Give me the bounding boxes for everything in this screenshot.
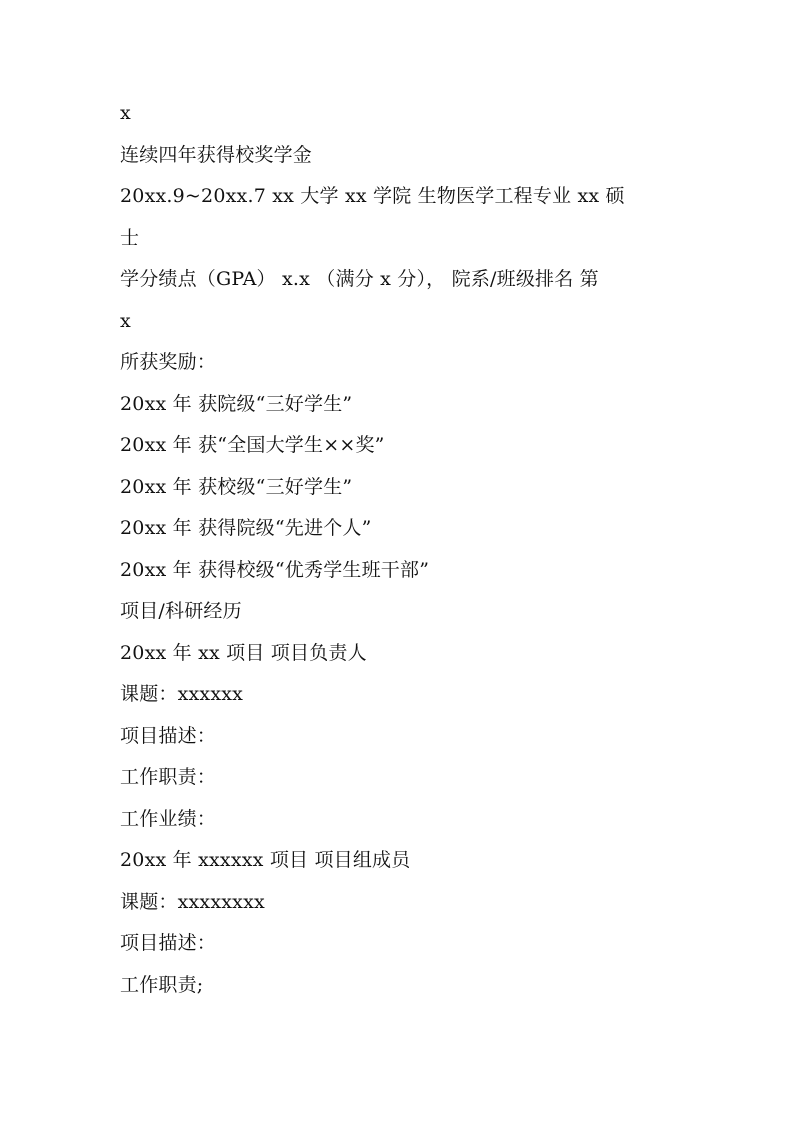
project-description: 项目描述： [120,932,217,954]
project-title: 20xx 年 xxxxxx 项目 项目组成员 [120,849,411,871]
text-line: 连续四年获得校奖学金 [120,143,313,166]
text-line: 士 [120,226,140,249]
project-duties: 工作职责; [120,973,204,996]
project-topic: 课题：xxxxxx [120,683,244,705]
text-line: 学分绩点（GPA） x.x （满分 x 分）， 院系/班级排名 第 [120,268,599,290]
document-body [120,93,680,1006]
award-item: 20xx 年 获院级“三好学生” [120,392,353,415]
project-title: 20xx 年 xx 项目 项目负责人 [120,641,367,664]
award-item: 20xx 年 获校级“三好学生” [120,475,353,498]
section-heading-projects: 项目/科研经历 [120,600,242,622]
project-achievements: 工作业绩： [120,807,217,830]
award-item: 20xx 年 获“全国大学生××奖” [120,434,385,456]
award-item: 20xx 年 获得校级“优秀学生班干部” [120,558,430,581]
text-line: 20xx.9~20xx.7 xx 大学 xx 学院 生物医学工程专业 xx 硕 [120,185,625,207]
project-description: 项目描述： [120,724,217,747]
text-line: x [120,102,131,124]
section-heading-awards: 所获奖励： [120,351,217,373]
award-item: 20xx 年 获得院级“先进个人” [120,517,372,539]
project-duties: 工作职责： [120,766,217,788]
project-topic: 课题：xxxxxxxx [120,890,265,913]
text-line: x [120,309,131,332]
